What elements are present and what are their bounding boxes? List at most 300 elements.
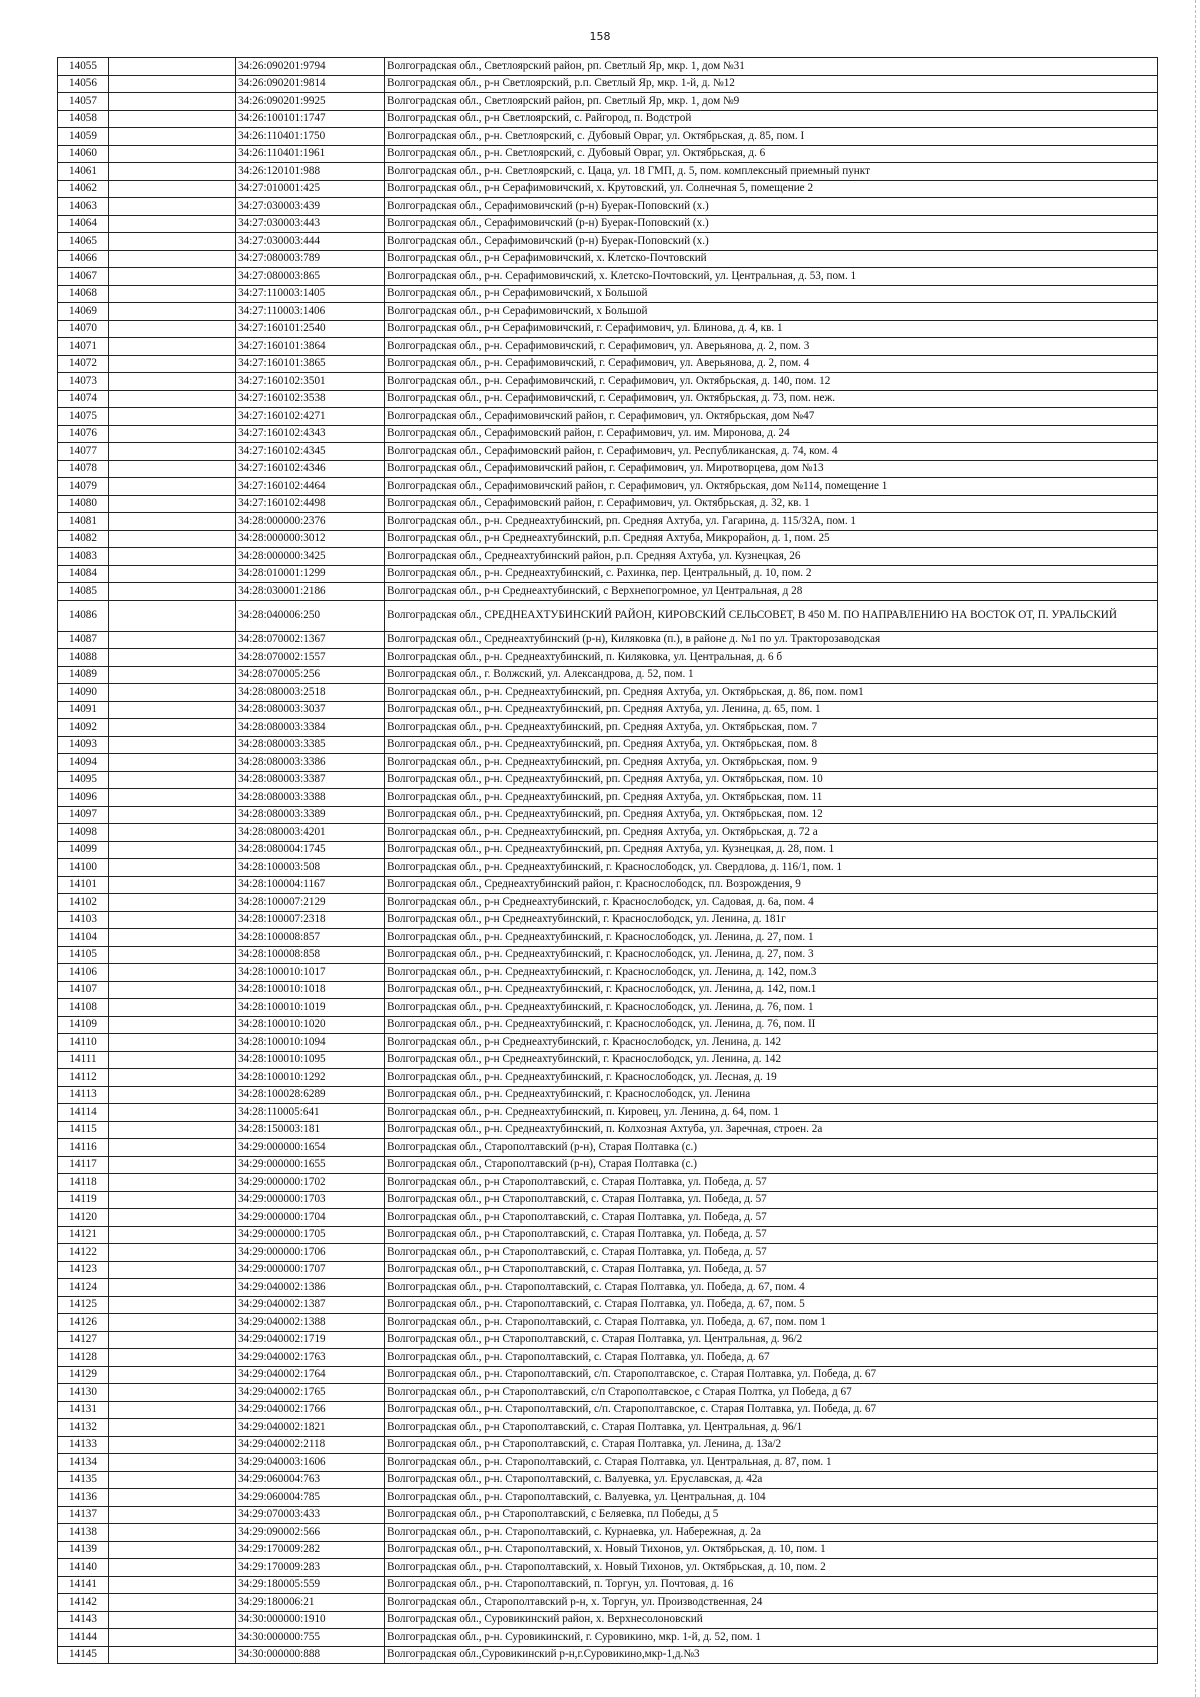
empty-cell [109,145,236,163]
address-cell: Волгоградская обл., Серафимовичский район, г. Серафимович, ул. Миротворцева, дом №13 [385,460,1158,478]
cadastral-number-cell: 34:29:060004:763 [236,1471,385,1489]
cadastral-number-cell: 34:29:170009:283 [236,1559,385,1577]
row-number-cell: 14055 [58,58,109,76]
empty-cell [109,946,236,964]
row-number-cell: 14109 [58,1016,109,1034]
cadastral-number-cell: 34:29:040002:1766 [236,1401,385,1419]
row-number-cell: 14073 [58,373,109,391]
table-row [58,1524,1158,1542]
empty-cell [109,754,236,772]
empty-cell [109,233,236,251]
cadastral-number-cell: 34:28:010001:1299 [236,565,385,583]
address-cell: Волгоградская обл., р-н Среднеахтубинский, г. Краснослободск, ул. Ленина, д. 181г [385,911,1158,929]
row-number-cell: 14139 [58,1541,109,1559]
row-number-cell: 14080 [58,495,109,513]
cadastral-number-cell: 34:28:100010:1094 [236,1034,385,1052]
row-number-cell: 14141 [58,1576,109,1594]
table-row [58,754,1158,772]
address-cell: Волгоградская обл., р-н Старополтавский, с. Старая Полтавка, ул. Победа, д. 57 [385,1174,1158,1192]
row-number-cell: 14134 [58,1454,109,1472]
address-cell: Волгоградская обл., р-н. Старополтавский, х. Новый Тихонов, ул. Октябрьская, д. 10, пом. 2 [385,1559,1158,1577]
row-number-cell: 14079 [58,478,109,496]
registry-table-body [58,58,1158,1664]
cadastral-number-cell: 34:27:010001:425 [236,180,385,198]
table-row [58,373,1158,391]
table-row [58,1069,1158,1087]
table-row [58,565,1158,583]
row-number-cell: 14076 [58,425,109,443]
cadastral-number-cell: 34:27:160101:3864 [236,338,385,356]
empty-cell [109,859,236,877]
address-cell: Волгоградская обл., р-н. Среднеахтубинский, рп. Средняя Ахтуба, ул. Октябрьская, пом. 12 [385,806,1158,824]
empty-cell [109,1034,236,1052]
address-cell: Волгоградская обл., Суровикинский район, х. Верхнесолоновский [385,1611,1158,1629]
empty-cell [109,1174,236,1192]
empty-cell [109,198,236,216]
table-row [58,981,1158,999]
cadastral-number-cell: 34:29:000000:1706 [236,1244,385,1262]
address-cell: Волгоградская обл., р-н. Старополтавский, с. Старая Полтавка, ул. Центральная, д. 87, пом. 1 [385,1454,1158,1472]
empty-cell [109,1069,236,1087]
row-number-cell: 14091 [58,701,109,719]
row-number-cell: 14088 [58,649,109,667]
empty-cell [109,911,236,929]
table-row [58,1279,1158,1297]
table-row [58,806,1158,824]
empty-cell [109,999,236,1017]
cadastral-number-cell: 34:29:040002:1763 [236,1349,385,1367]
address-cell: Волгоградская обл., р-н. Среднеахтубинский, с. Рахинка, пер. Центральный, д. 10, пом. 2 [385,565,1158,583]
empty-cell [109,250,236,268]
row-number-cell: 14098 [58,824,109,842]
table-row [58,771,1158,789]
address-cell: Волгоградская обл., р-н. Серафимовичский, г. Серафимович, ул. Октябрьская, д. 140, пом. 12 [385,373,1158,391]
row-number-cell: 14058 [58,110,109,128]
row-number-cell: 14107 [58,981,109,999]
row-number-cell: 14119 [58,1191,109,1209]
row-number-cell: 14130 [58,1384,109,1402]
address-cell: Волгоградская обл., Серафимовский район, г. Серафимович, ул. Республиканская, д. 74, ком. 4 [385,443,1158,461]
table-row [58,1366,1158,1384]
empty-cell [109,1436,236,1454]
row-number-cell: 14086 [58,600,109,631]
table-row [58,1086,1158,1104]
cadastral-number-cell: 34:27:160102:4464 [236,478,385,496]
row-number-cell: 14066 [58,250,109,268]
cadastral-number-cell: 34:29:000000:1703 [236,1191,385,1209]
address-cell: Волгоградская обл., р-н. Серафимовичский, г. Серафимович, ул. Аверьянова, д. 2, пом. 4 [385,355,1158,373]
empty-cell [109,1559,236,1577]
table-row [58,1576,1158,1594]
cadastral-number-cell: 34:26:090201:9814 [236,75,385,93]
empty-cell [109,929,236,947]
cadastral-number-cell: 34:28:100010:1018 [236,981,385,999]
table-row [58,93,1158,111]
address-cell: Волгоградская обл., Старополтавский (р-н), Старая Полтавка (с.) [385,1139,1158,1157]
row-number-cell: 14071 [58,338,109,356]
cadastral-number-cell: 34:29:040002:1386 [236,1279,385,1297]
cadastral-number-cell: 34:27:160102:4271 [236,408,385,426]
table-row [58,1541,1158,1559]
scan-edge-line [1194,0,1196,1697]
empty-cell [109,1506,236,1524]
page-number: 158 [589,30,611,43]
empty-cell [109,93,236,111]
cadastral-number-cell: 34:28:080003:3387 [236,771,385,789]
row-number-cell: 14108 [58,999,109,1017]
address-cell: Волгоградская обл., р-н. Старополтавский, с. Старая Полтавка, ул. Победа, д. 67, пом. пом 1 [385,1314,1158,1332]
row-number-cell: 14140 [58,1559,109,1577]
address-cell: Волгоградская обл., р-н. Среднеахтубинский, г. Краснослободск, ул. Свердлова, д. 116/1, пом. 1 [385,859,1158,877]
cadastral-number-cell: 34:29:180005:559 [236,1576,385,1594]
empty-cell [109,548,236,566]
table-row [58,548,1158,566]
cadastral-number-cell: 34:29:000000:1705 [236,1226,385,1244]
table-row [58,929,1158,947]
row-number-cell: 14117 [58,1156,109,1174]
empty-cell [109,649,236,667]
row-number-cell: 14070 [58,320,109,338]
row-number-cell: 14121 [58,1226,109,1244]
empty-cell [109,495,236,513]
row-number-cell: 14061 [58,163,109,181]
empty-cell [109,1541,236,1559]
empty-cell [109,408,236,426]
row-number-cell: 14128 [58,1349,109,1367]
row-number-cell: 14111 [58,1051,109,1069]
address-cell: Волгоградская обл., р-н. Среднеахтубинский, рп. Средняя Ахтуба, ул. Октябрьская, пом. 9 [385,754,1158,772]
table-row [58,478,1158,496]
address-cell: Волгоградская обл., р-н Среднеахтубинский, с Верхнепогромное, ул Центральная, д 28 [385,583,1158,601]
empty-cell [109,719,236,737]
empty-cell [109,1051,236,1069]
empty-cell [109,373,236,391]
cadastral-number-cell: 34:28:070002:1557 [236,649,385,667]
cadastral-number-cell: 34:27:160101:2540 [236,320,385,338]
address-cell: Волгоградская обл., р-н Серафимовичский, х. Клетско-Почтовский [385,250,1158,268]
table-row [58,215,1158,233]
empty-cell [109,355,236,373]
address-cell: Волгоградская обл., р-н. Светлоярский, с. Дубовый Овраг, ул. Октябрьская, д. 6 [385,145,1158,163]
address-cell: Волгоградская обл., р-н Серафимовичский, х. Крутовский, ул. Солнечная 5, помещение 2 [385,180,1158,198]
address-cell: Волгоградская обл., Серафимовичский (р-н) Буерак-Поповский (х.) [385,198,1158,216]
cadastral-number-cell: 34:29:040002:1719 [236,1331,385,1349]
cadastral-number-cell: 34:29:000000:1704 [236,1209,385,1227]
address-cell: Волгоградская обл., р-н. Старополтавский, с/п. Старополтавское, с. Старая Полтавка, ул. Победа, д. 67 [385,1401,1158,1419]
table-row [58,460,1158,478]
empty-cell [109,1191,236,1209]
cadastral-number-cell: 34:28:100008:857 [236,929,385,947]
cadastral-number-cell: 34:28:080003:3386 [236,754,385,772]
address-cell: Волгоградская обл., р-н. Старополтавский, с. Валуевка, ул. Центральная, д. 104 [385,1489,1158,1507]
empty-cell [109,1314,236,1332]
table-row [58,198,1158,216]
empty-cell [109,736,236,754]
address-cell: Волгоградская обл., р-н. Среднеахтубинский, г. Краснослободск, ул. Ленина, д. 142, пом.3 [385,964,1158,982]
cadastral-number-cell: 34:28:080004:1745 [236,841,385,859]
row-number-cell: 14083 [58,548,109,566]
row-number-cell: 14136 [58,1489,109,1507]
row-number-cell: 14127 [58,1331,109,1349]
empty-cell [109,1419,236,1437]
table-row [58,946,1158,964]
cadastral-number-cell: 34:28:080003:3037 [236,701,385,719]
row-number-cell: 14062 [58,180,109,198]
table-row [58,1594,1158,1612]
cadastral-number-cell: 34:28:100010:1017 [236,964,385,982]
address-cell: Волгоградская обл., Светлоярский район, рп. Светлый Яр, мкр. 1, дом №9 [385,93,1158,111]
address-cell: Волгоградская обл., р-н Серафимовичский, г. Серафимович, ул. Блинова, д. 4, кв. 1 [385,320,1158,338]
empty-cell [109,513,236,531]
address-cell: Волгоградская обл., р-н Старополтавский, с. Старая Полтавка, ул. Победа, д. 57 [385,1226,1158,1244]
cadastral-number-cell: 34:27:080003:789 [236,250,385,268]
table-row [58,1121,1158,1139]
cadastral-number-cell: 34:28:000000:3012 [236,530,385,548]
address-cell: Волгоградская обл., р-н. Серафимовичский, г. Серафимович, ул. Аверьянова, д. 2, пом. 3 [385,338,1158,356]
cadastral-number-cell: 34:27:160102:4345 [236,443,385,461]
address-cell: Волгоградская обл., Старополтавский р-н, х. Торгун, ул. Производственная, 24 [385,1594,1158,1612]
cadastral-number-cell: 34:26:110401:1750 [236,128,385,146]
row-number-cell: 14129 [58,1366,109,1384]
empty-cell [109,806,236,824]
table-row [58,513,1158,531]
address-cell: Волгоградская обл., р-н. Старополтавский, с. Старая Полтавка, ул. Победа, д. 67, пом. 5 [385,1296,1158,1314]
empty-cell [109,320,236,338]
table-row [58,1209,1158,1227]
empty-cell [109,285,236,303]
cadastral-number-cell: 34:30:000000:1910 [236,1611,385,1629]
table-row [58,425,1158,443]
cadastral-number-cell: 34:29:170009:282 [236,1541,385,1559]
row-number-cell: 14132 [58,1419,109,1437]
address-cell: Волгоградская обл., р-н. Серафимовичский, г. Серафимович, ул. Октябрьская, д. 73, пом. неж. [385,390,1158,408]
cadastral-number-cell: 34:28:100007:2318 [236,911,385,929]
empty-cell [109,75,236,93]
cadastral-number-cell: 34:27:160102:3538 [236,390,385,408]
cadastral-number-cell: 34:28:030001:2186 [236,583,385,601]
cadastral-number-cell: 34:26:090201:9794 [236,58,385,76]
table-row [58,408,1158,426]
empty-cell [109,1611,236,1629]
address-cell: Волгоградская обл., р-н. Старополтавский, с. Курнаевка, ул. Набережная, д. 2а [385,1524,1158,1542]
table-row [58,649,1158,667]
address-cell: Волгоградская обл., р-н Старополтавский, с. Старая Полтавка, ул. Ленина, д. 13а/2 [385,1436,1158,1454]
cadastral-number-cell: 34:28:100010:1019 [236,999,385,1017]
empty-cell [109,478,236,496]
table-row [58,701,1158,719]
table-row [58,1611,1158,1629]
empty-cell [109,1594,236,1612]
row-number-cell: 14092 [58,719,109,737]
row-number-cell: 14081 [58,513,109,531]
cadastral-number-cell: 34:28:100007:2129 [236,894,385,912]
table-row [58,1296,1158,1314]
cadastral-number-cell: 34:27:110003:1406 [236,303,385,321]
cadastral-number-cell: 34:27:160101:3865 [236,355,385,373]
row-number-cell: 14085 [58,583,109,601]
cadastral-number-cell: 34:28:150003:181 [236,1121,385,1139]
cadastral-number-cell: 34:28:000000:2376 [236,513,385,531]
empty-cell [109,530,236,548]
table-row [58,841,1158,859]
row-number-cell: 14089 [58,666,109,684]
table-row [58,390,1158,408]
address-cell: Волгоградская обл., Старополтавский (р-н), Старая Полтавка (с.) [385,1156,1158,1174]
table-row [58,1646,1158,1664]
cadastral-number-cell: 34:28:070005:256 [236,666,385,684]
table-row [58,1401,1158,1419]
address-cell: Волгоградская обл., р-н Светлоярский, р.п. Светлый Яр, мкр. 1-й, д. №12 [385,75,1158,93]
empty-cell [109,180,236,198]
table-row [58,583,1158,601]
cadastral-number-cell: 34:28:080003:2518 [236,684,385,702]
row-number-cell: 14112 [58,1069,109,1087]
registry-table [57,57,1158,1664]
row-number-cell: 14072 [58,355,109,373]
row-number-cell: 14078 [58,460,109,478]
address-cell: Волгоградская обл.,Суровикинский р-н,г.Суровикино,мкр-1,д.№3 [385,1646,1158,1664]
empty-cell [109,876,236,894]
address-cell: Волгоградская обл., р-н. Старополтавский, х. Новый Тихонов, ул. Октябрьская, д. 10, пом. 1 [385,1541,1158,1559]
address-cell: Волгоградская обл., р-н Старополтавский, с. Старая Полтавка, ул. Победа, д. 57 [385,1209,1158,1227]
row-number-cell: 14133 [58,1436,109,1454]
empty-cell [109,583,236,601]
table-row [58,180,1158,198]
address-cell: Волгоградская обл., р-н. Среднеахтубинский, рп. Средняя Ахтуба, ул. Октябрьская, д. 72 а [385,824,1158,842]
row-number-cell: 14059 [58,128,109,146]
empty-cell [109,1401,236,1419]
empty-cell [109,443,236,461]
row-number-cell: 14090 [58,684,109,702]
table-row [58,233,1158,251]
row-number-cell: 14067 [58,268,109,286]
empty-cell [109,565,236,583]
empty-cell [109,1489,236,1507]
table-row [58,303,1158,321]
cadastral-number-cell: 34:28:100008:858 [236,946,385,964]
empty-cell [109,1121,236,1139]
address-cell: Волгоградская обл., р-н. Среднеахтубинский, рп. Средняя Ахтуба, ул. Октябрьская, пом. 7 [385,719,1158,737]
row-number-cell: 14113 [58,1086,109,1104]
empty-cell [109,894,236,912]
table-row [58,789,1158,807]
cadastral-number-cell: 34:29:040002:1821 [236,1419,385,1437]
row-number-cell: 14069 [58,303,109,321]
cadastral-number-cell: 34:27:160102:4346 [236,460,385,478]
address-cell: Волгоградская обл., р-н. Среднеахтубинский, г. Краснослободск, ул. Ленина, д. 27, пом. 3 [385,946,1158,964]
empty-cell [109,1331,236,1349]
cadastral-number-cell: 34:27:110003:1405 [236,285,385,303]
cadastral-number-cell: 34:29:000000:1654 [236,1139,385,1157]
address-cell: Волгоградская обл., р-н. Старополтавский, с. Старая Полтавка, ул. Победа, д. 67, пом. 4 [385,1279,1158,1297]
address-cell: Волгоградская обл., р-н Старополтавский, с. Старая Полтавка, ул. Победа, д. 57 [385,1191,1158,1209]
address-cell: Волгоградская обл., р-н. Старополтавский, п. Торгун, ул. Почтовая, д. 16 [385,1576,1158,1594]
table-row [58,666,1158,684]
cadastral-number-cell: 34:28:100028:6289 [236,1086,385,1104]
table-row [58,1174,1158,1192]
empty-cell [109,981,236,999]
row-number-cell: 14087 [58,631,109,649]
table-row [58,911,1158,929]
address-cell: Волгоградская обл., р-н. Среднеахтубинский, г. Краснослободск, ул. Ленина, д. 76, пом. 1 [385,999,1158,1017]
cadastral-number-cell: 34:29:090002:566 [236,1524,385,1542]
address-cell: Волгоградская обл., Среднеахтубинский (р-н), Киляковка (п.), в районе д. №1 по ул. Тракторозаводская [385,631,1158,649]
row-number-cell: 14131 [58,1401,109,1419]
address-cell: Волгоградская обл., р-н. Среднеахтубинский, рп. Средняя Ахтуба, ул. Гагарина, д. 115/32А, пом. 1 [385,513,1158,531]
table-row [58,684,1158,702]
empty-cell [109,701,236,719]
table-row [58,964,1158,982]
address-cell: Волгоградская обл., Среднеахтубинский район, р.п. Средняя Ахтуба, ул. Кузнецкая, 26 [385,548,1158,566]
cadastral-number-cell: 34:27:080003:865 [236,268,385,286]
empty-cell [109,1349,236,1367]
table-row [58,1104,1158,1122]
table-row [58,1506,1158,1524]
address-cell: Волгоградская обл., Серафимовичский район, г. Серафимович, ул. Октябрьская, дом №114, помещение 1 [385,478,1158,496]
table-row [58,320,1158,338]
row-number-cell: 14056 [58,75,109,93]
table-row [58,443,1158,461]
table-row [58,631,1158,649]
table-row [58,355,1158,373]
address-cell: Волгоградская обл., р-н Старополтавский, с. Старая Полтавка, ул. Победа, д. 57 [385,1261,1158,1279]
cadastral-number-cell: 34:28:080003:3384 [236,719,385,737]
empty-cell [109,1296,236,1314]
empty-cell [109,964,236,982]
empty-cell [109,1384,236,1402]
empty-cell [109,163,236,181]
address-cell: Волгоградская обл., р-н. Старополтавский, с. Валуевка, ул. Еруславская, д. 42а [385,1471,1158,1489]
row-number-cell: 14110 [58,1034,109,1052]
address-cell: Волгоградская обл., р-н Старополтавский, с/п Старополтавское, с Старая Полтка, ул Победа, д 67 [385,1384,1158,1402]
row-number-cell: 14077 [58,443,109,461]
address-cell: Волгоградская обл., р-н. Среднеахтубинский, п. Киляковка, ул. Центральная, д. 6 б [385,649,1158,667]
row-number-cell: 14104 [58,929,109,947]
cadastral-number-cell: 34:27:160102:3501 [236,373,385,391]
empty-cell [109,789,236,807]
address-cell: Волгоградская обл., р-н. Светлоярский, с. Дубовый Овраг, ул. Октябрьская, д. 85, пом. I [385,128,1158,146]
address-cell: Волгоградская обл., р-н. Светлоярский, с. Цаца, ул. 18 ГМП, д. 5, пом. комплексный приемный пункт [385,163,1158,181]
row-number-cell: 14105 [58,946,109,964]
empty-cell [109,600,236,631]
row-number-cell: 14100 [58,859,109,877]
empty-cell [109,1156,236,1174]
empty-cell [109,390,236,408]
table-row [58,1419,1158,1437]
table-row [58,1349,1158,1367]
address-cell: Волгоградская обл., р-н. Среднеахтубинский, г. Краснослободск, ул. Ленина, д. 142, пом.1 [385,981,1158,999]
cadastral-number-cell: 34:30:000000:755 [236,1629,385,1647]
cadastral-number-cell: 34:29:040002:1388 [236,1314,385,1332]
cadastral-number-cell: 34:28:040006:250 [236,600,385,631]
address-cell: Волгоградская обл., р-н. Среднеахтубинский, г. Краснослободск, ул. Лесная, д. 19 [385,1069,1158,1087]
address-cell: Волгоградская обл., р-н. Среднеахтубинский, рп. Средняя Ахтуба, ул. Октябрьская, пом. 10 [385,771,1158,789]
cadastral-number-cell: 34:29:040002:1765 [236,1384,385,1402]
row-number-cell: 14122 [58,1244,109,1262]
cadastral-number-cell: 34:29:000000:1707 [236,1261,385,1279]
address-cell: Волгоградская обл., р-н. Среднеахтубинский, рп. Средняя Ахтуба, ул. Октябрьская, пом. 11 [385,789,1158,807]
row-number-cell: 14063 [58,198,109,216]
table-row [58,128,1158,146]
table-row [58,58,1158,76]
table-row [58,285,1158,303]
empty-cell [109,1086,236,1104]
address-cell: Волгоградская обл., р-н. Среднеахтубинский, г. Краснослободск, ул. Ленина, д. 27, пом. 1 [385,929,1158,947]
address-cell: Волгоградская обл., р-н. Серафимовичский, х. Клетско-Почтовский, ул. Центральная, д. 53, пом. 1 [385,268,1158,286]
cadastral-number-cell: 34:28:100003:508 [236,859,385,877]
row-number-cell: 14103 [58,911,109,929]
table-row [58,338,1158,356]
